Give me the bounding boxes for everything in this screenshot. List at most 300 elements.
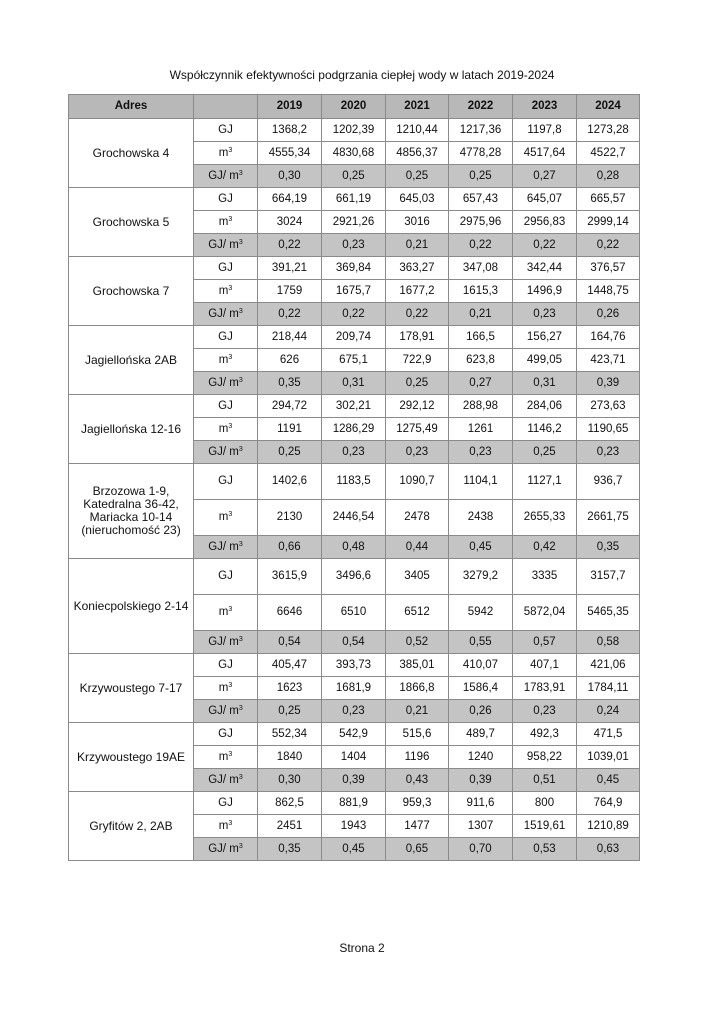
value-cell: 0,39: [449, 769, 513, 792]
unit-cell: [194, 119, 258, 142]
unit-exponent: 3: [228, 819, 233, 827]
value-cell: 218,44: [258, 326, 322, 349]
value-cell: 1196: [386, 746, 449, 769]
value-cell: 862,5: [258, 792, 322, 815]
unit-exponent: 3: [238, 540, 243, 548]
value-cell: 1191: [258, 418, 322, 441]
unit-cell: [194, 815, 258, 838]
value-cell: 294,72: [258, 395, 322, 418]
value-cell: 0,25: [386, 372, 449, 395]
value-cell: 0,35: [258, 838, 322, 861]
value-cell: 385,01: [386, 654, 449, 677]
value-cell: 1402,6: [258, 464, 322, 500]
value-cell: 0,23: [322, 234, 386, 257]
value-cell: 1615,3: [449, 280, 513, 303]
value-cell: 4778,28: [449, 142, 513, 165]
unit-cell: [194, 500, 258, 536]
value-cell: 0,57: [513, 631, 577, 654]
value-cell: 0,45: [449, 536, 513, 559]
value-cell: 209,74: [322, 326, 386, 349]
address-cell: [69, 723, 194, 792]
table-row-gj: [69, 395, 640, 418]
value-cell: 542,9: [322, 723, 386, 746]
value-cell: 0,21: [386, 700, 449, 723]
unit-cell: [194, 372, 258, 395]
table-row-gj: [69, 654, 640, 677]
value-cell: 0,25: [513, 441, 577, 464]
value-cell: 2999,14: [577, 211, 640, 234]
unit-cell: [194, 677, 258, 700]
value-cell: 0,22: [386, 303, 449, 326]
value-cell: 0,27: [449, 372, 513, 395]
value-cell: 0,21: [386, 234, 449, 257]
value-cell: 2478: [386, 500, 449, 536]
value-cell: 0,63: [577, 838, 640, 861]
value-cell: 911,6: [449, 792, 513, 815]
value-cell: 0,52: [386, 631, 449, 654]
value-cell: 0,27: [513, 165, 577, 188]
value-cell: 489,7: [449, 723, 513, 746]
address-line: Mariacka 10-14: [89, 510, 173, 524]
value-cell: 292,12: [386, 395, 449, 418]
address-cell: [69, 326, 194, 395]
unit-cell: [194, 211, 258, 234]
unit-label: m: [218, 819, 229, 832]
unit-label: GJ/ m: [208, 307, 239, 320]
unit-cell: [194, 349, 258, 372]
value-cell: 1104,1: [449, 464, 513, 500]
value-cell: 0,39: [577, 372, 640, 395]
unit-label: m: [218, 606, 229, 618]
value-cell: 393,73: [322, 654, 386, 677]
value-cell: 166,5: [449, 326, 513, 349]
value-cell: 0,48: [322, 536, 386, 559]
value-cell: 3016: [386, 211, 449, 234]
value-cell: 342,44: [513, 257, 577, 280]
value-cell: 4830,68: [322, 142, 386, 165]
value-cell: 0,25: [386, 165, 449, 188]
unit-exponent: 3: [238, 773, 243, 781]
unit-exponent: 3: [228, 606, 233, 613]
value-cell: 6510: [322, 595, 386, 631]
unit-label: GJ/ m: [208, 445, 239, 458]
value-cell: 2438: [449, 500, 513, 536]
value-cell: 0,23: [449, 441, 513, 464]
value-cell: 0,25: [449, 165, 513, 188]
unit-cell: [194, 631, 258, 654]
table-row-gj: [69, 464, 640, 500]
column-header-year: 2019: [258, 95, 322, 119]
unit-exponent: 3: [238, 445, 243, 453]
value-cell: 1273,28: [577, 119, 640, 142]
table-row-gj: [69, 188, 640, 211]
value-cell: 665,57: [577, 188, 640, 211]
value-cell: 1127,1: [513, 464, 577, 500]
value-cell: 1759: [258, 280, 322, 303]
value-cell: 0,58: [577, 631, 640, 654]
unit-cell: [194, 303, 258, 326]
value-cell: 657,43: [449, 188, 513, 211]
value-cell: 0,66: [258, 536, 322, 559]
value-cell: 3405: [386, 559, 449, 595]
value-cell: 3615,9: [258, 559, 322, 595]
unit-label: GJ/ m: [208, 842, 239, 855]
value-cell: 471,5: [577, 723, 640, 746]
address-line: Grochowska 5: [92, 214, 170, 229]
unit-label: m: [218, 511, 229, 523]
value-cell: 0,45: [322, 838, 386, 861]
unit-label: m: [218, 353, 229, 366]
value-cell: 5872,04: [513, 595, 577, 631]
value-cell: 0,39: [322, 769, 386, 792]
value-cell: 1840: [258, 746, 322, 769]
value-cell: 0,22: [322, 303, 386, 326]
unit-cell: [194, 536, 258, 559]
value-cell: 0,23: [513, 700, 577, 723]
value-cell: 645,07: [513, 188, 577, 211]
unit-label: GJ: [218, 658, 233, 671]
column-header-year: 2021: [386, 95, 449, 119]
unit-cell: [194, 746, 258, 769]
unit-label: m: [218, 750, 229, 763]
value-cell: 6646: [258, 595, 322, 631]
value-cell: 405,47: [258, 654, 322, 677]
value-cell: 0,35: [258, 372, 322, 395]
value-cell: 0,25: [322, 165, 386, 188]
value-cell: 1039,01: [577, 746, 640, 769]
unit-exponent: 3: [228, 681, 233, 689]
column-header-year: 2020: [322, 95, 386, 119]
unit-cell: [194, 792, 258, 815]
value-cell: 0,70: [449, 838, 513, 861]
unit-label: GJ: [218, 192, 233, 205]
unit-label: m: [218, 215, 229, 228]
value-cell: 1943: [322, 815, 386, 838]
address-line: (nieruchomość 23): [81, 523, 181, 537]
value-cell: 4856,37: [386, 142, 449, 165]
value-cell: 936,7: [577, 464, 640, 500]
value-cell: 1090,7: [386, 464, 449, 500]
value-cell: 0,35: [577, 536, 640, 559]
column-header-unit: [194, 95, 258, 119]
unit-label: GJ: [218, 399, 233, 412]
value-cell: 1477: [386, 815, 449, 838]
value-cell: 369,84: [322, 257, 386, 280]
address-cell: [69, 257, 194, 326]
unit-cell: [194, 769, 258, 792]
table-row-gj: [69, 723, 640, 746]
value-cell: 0,31: [322, 372, 386, 395]
address-cell: [69, 792, 194, 861]
unit-exponent: 3: [228, 750, 233, 758]
value-cell: 0,44: [386, 536, 449, 559]
unit-cell: [194, 326, 258, 349]
value-cell: 1677,2: [386, 280, 449, 303]
value-cell: 492,3: [513, 723, 577, 746]
address-cell: [69, 559, 194, 654]
unit-label: m: [218, 284, 229, 297]
table-row-gj: [69, 326, 640, 349]
unit-cell: [194, 234, 258, 257]
value-cell: 1448,75: [577, 280, 640, 303]
value-cell: 273,63: [577, 395, 640, 418]
value-cell: 0,51: [513, 769, 577, 792]
value-cell: 664,19: [258, 188, 322, 211]
value-cell: 0,26: [449, 700, 513, 723]
unit-exponent: 3: [238, 842, 243, 850]
value-cell: 0,25: [258, 441, 322, 464]
value-cell: 0,30: [258, 165, 322, 188]
value-cell: 156,27: [513, 326, 577, 349]
table-row-gj: [69, 559, 640, 595]
value-cell: 1275,49: [386, 418, 449, 441]
value-cell: 1240: [449, 746, 513, 769]
address-cell: [69, 464, 194, 559]
unit-cell: [194, 418, 258, 441]
value-cell: 0,65: [386, 838, 449, 861]
value-cell: 515,6: [386, 723, 449, 746]
address-line: Jagiellońska 2AB: [84, 352, 178, 367]
unit-cell: [194, 280, 258, 303]
value-cell: 722,9: [386, 349, 449, 372]
unit-exponent: 3: [228, 284, 233, 292]
unit-exponent: 3: [228, 353, 233, 361]
value-cell: 800: [513, 792, 577, 815]
table-row-gj: [69, 119, 640, 142]
value-cell: 1866,8: [386, 677, 449, 700]
unit-cell: [194, 838, 258, 861]
unit-label: GJ/ m: [208, 635, 239, 648]
value-cell: 1496,9: [513, 280, 577, 303]
unit-label: GJ/ m: [208, 169, 239, 182]
value-cell: 6512: [386, 595, 449, 631]
header-row: [69, 95, 640, 119]
value-cell: 1368,2: [258, 119, 322, 142]
unit-label: GJ/ m: [208, 704, 239, 717]
value-cell: 1519,61: [513, 815, 577, 838]
value-cell: 0,21: [449, 303, 513, 326]
value-cell: 1623: [258, 677, 322, 700]
unit-cell: [194, 654, 258, 677]
value-cell: 1217,36: [449, 119, 513, 142]
value-cell: 4517,64: [513, 142, 577, 165]
unit-label: m: [218, 146, 229, 159]
value-cell: 0,22: [258, 303, 322, 326]
value-cell: 1586,4: [449, 677, 513, 700]
value-cell: 0,31: [513, 372, 577, 395]
unit-label: GJ/ m: [208, 773, 239, 786]
value-cell: 5942: [449, 595, 513, 631]
value-cell: 1146,2: [513, 418, 577, 441]
value-cell: 645,03: [386, 188, 449, 211]
value-cell: 0,53: [513, 838, 577, 861]
value-cell: 1783,91: [513, 677, 577, 700]
table-body: [69, 119, 640, 861]
value-cell: 0,25: [258, 700, 322, 723]
address-cell: [69, 119, 194, 188]
unit-label: GJ: [218, 261, 233, 274]
value-cell: 626: [258, 349, 322, 372]
value-cell: 288,98: [449, 395, 513, 418]
value-cell: 376,57: [577, 257, 640, 280]
efficiency-table: [68, 94, 640, 861]
unit-exponent: 3: [228, 146, 233, 154]
value-cell: 0,23: [577, 441, 640, 464]
unit-cell: [194, 257, 258, 280]
unit-cell: [194, 142, 258, 165]
value-cell: 0,42: [513, 536, 577, 559]
table-row-gj: [69, 792, 640, 815]
value-cell: 410,07: [449, 654, 513, 677]
value-cell: 499,05: [513, 349, 577, 372]
column-header-year: 2023: [513, 95, 577, 119]
unit-label: GJ: [218, 727, 233, 740]
value-cell: 1197,8: [513, 119, 577, 142]
page-number: Strona 2: [339, 941, 385, 955]
unit-label: GJ: [218, 570, 233, 582]
unit-label: m: [218, 422, 229, 435]
unit-cell: [194, 595, 258, 631]
value-cell: 423,71: [577, 349, 640, 372]
value-cell: 363,27: [386, 257, 449, 280]
value-cell: 1183,5: [322, 464, 386, 500]
unit-label: GJ: [218, 796, 233, 809]
unit-exponent: 3: [228, 422, 233, 430]
unit-label: GJ: [218, 123, 233, 136]
value-cell: 1210,89: [577, 815, 640, 838]
address-line: Krzywoustego 19AE: [76, 749, 186, 764]
column-header-address: Adres: [69, 95, 194, 119]
value-cell: 1784,11: [577, 677, 640, 700]
value-cell: 0,55: [449, 631, 513, 654]
value-cell: 675,1: [322, 349, 386, 372]
value-cell: 3279,2: [449, 559, 513, 595]
value-cell: 0,22: [449, 234, 513, 257]
value-cell: 3024: [258, 211, 322, 234]
value-cell: 0,43: [386, 769, 449, 792]
value-cell: 0,22: [577, 234, 640, 257]
column-header-year: 2024: [577, 95, 640, 119]
value-cell: 2451: [258, 815, 322, 838]
value-cell: 5465,35: [577, 595, 640, 631]
value-cell: 0,26: [577, 303, 640, 326]
value-cell: 1675,7: [322, 280, 386, 303]
value-cell: 764,9: [577, 792, 640, 815]
unit-cell: [194, 395, 258, 418]
table-row-gj: [69, 257, 640, 280]
value-cell: 1261: [449, 418, 513, 441]
value-cell: 421,06: [577, 654, 640, 677]
address-line: Gryfitów 2, 2AB: [89, 818, 173, 833]
value-cell: 958,22: [513, 746, 577, 769]
unit-exponent: 3: [238, 704, 243, 712]
address-line: Koniecpolskiego 2-14: [73, 598, 189, 613]
value-cell: 164,76: [577, 326, 640, 349]
value-cell: 2655,33: [513, 500, 577, 536]
unit-cell: [194, 464, 258, 500]
value-cell: 4555,34: [258, 142, 322, 165]
value-cell: 2975,96: [449, 211, 513, 234]
address-line: Jagiellońska 12-16: [80, 421, 182, 436]
value-cell: 1210,44: [386, 119, 449, 142]
unit-label: GJ/ m: [208, 376, 239, 389]
value-cell: 1681,9: [322, 677, 386, 700]
value-cell: 1190,65: [577, 418, 640, 441]
value-cell: 1307: [449, 815, 513, 838]
unit-label: GJ/ m: [208, 238, 239, 251]
value-cell: 0,24: [577, 700, 640, 723]
value-cell: 4522,7: [577, 142, 640, 165]
value-cell: 0,28: [577, 165, 640, 188]
value-cell: 3335: [513, 559, 577, 595]
value-cell: 302,21: [322, 395, 386, 418]
unit-exponent: 3: [228, 215, 233, 223]
address-line: Katedralna 36-42,: [83, 497, 179, 511]
unit-exponent: 3: [228, 511, 233, 518]
value-cell: 3496,6: [322, 559, 386, 595]
unit-cell: [194, 700, 258, 723]
value-cell: 623,8: [449, 349, 513, 372]
value-cell: 1404: [322, 746, 386, 769]
value-cell: 178,91: [386, 326, 449, 349]
value-cell: 0,45: [577, 769, 640, 792]
value-cell: 1202,39: [322, 119, 386, 142]
value-cell: 0,22: [258, 234, 322, 257]
value-cell: 0,30: [258, 769, 322, 792]
value-cell: 0,23: [386, 441, 449, 464]
unit-label: GJ: [218, 330, 233, 343]
column-header-year: 2022: [449, 95, 513, 119]
value-cell: 391,21: [258, 257, 322, 280]
value-cell: 2446,54: [322, 500, 386, 536]
value-cell: 1286,29: [322, 418, 386, 441]
unit-label: GJ/ m: [208, 540, 239, 553]
value-cell: 2661,75: [577, 500, 640, 536]
value-cell: 2130: [258, 500, 322, 536]
value-cell: 881,9: [322, 792, 386, 815]
unit-cell: [194, 723, 258, 746]
unit-exponent: 3: [238, 376, 243, 384]
value-cell: 347,08: [449, 257, 513, 280]
unit-cell: [194, 188, 258, 211]
value-cell: 2921,26: [322, 211, 386, 234]
document-title: Współczynnik efektywności podgrzania ciepłej wody w latach 2019-2024: [169, 68, 555, 82]
unit-cell: [194, 165, 258, 188]
address-line: Krzywoustego 7-17: [79, 680, 183, 695]
unit-label: GJ: [218, 475, 233, 487]
value-cell: 0,23: [322, 441, 386, 464]
value-cell: 0,54: [322, 631, 386, 654]
address-line: Grochowska 7: [92, 283, 170, 298]
address-line: Brzozowa 1-9,: [92, 484, 170, 498]
value-cell: 284,06: [513, 395, 577, 418]
value-cell: 0,23: [322, 700, 386, 723]
unit-exponent: 3: [238, 307, 243, 315]
value-cell: 0,54: [258, 631, 322, 654]
address-cell: [69, 654, 194, 723]
value-cell: 959,3: [386, 792, 449, 815]
unit-exponent: 3: [238, 238, 243, 246]
value-cell: 3157,7: [577, 559, 640, 595]
address-line: Grochowska 4: [92, 145, 170, 160]
address-cell: [69, 188, 194, 257]
unit-cell: [194, 559, 258, 595]
unit-exponent: 3: [238, 635, 243, 643]
unit-cell: [194, 441, 258, 464]
value-cell: 0,23: [513, 303, 577, 326]
unit-label: m: [218, 681, 229, 694]
value-cell: 407,1: [513, 654, 577, 677]
